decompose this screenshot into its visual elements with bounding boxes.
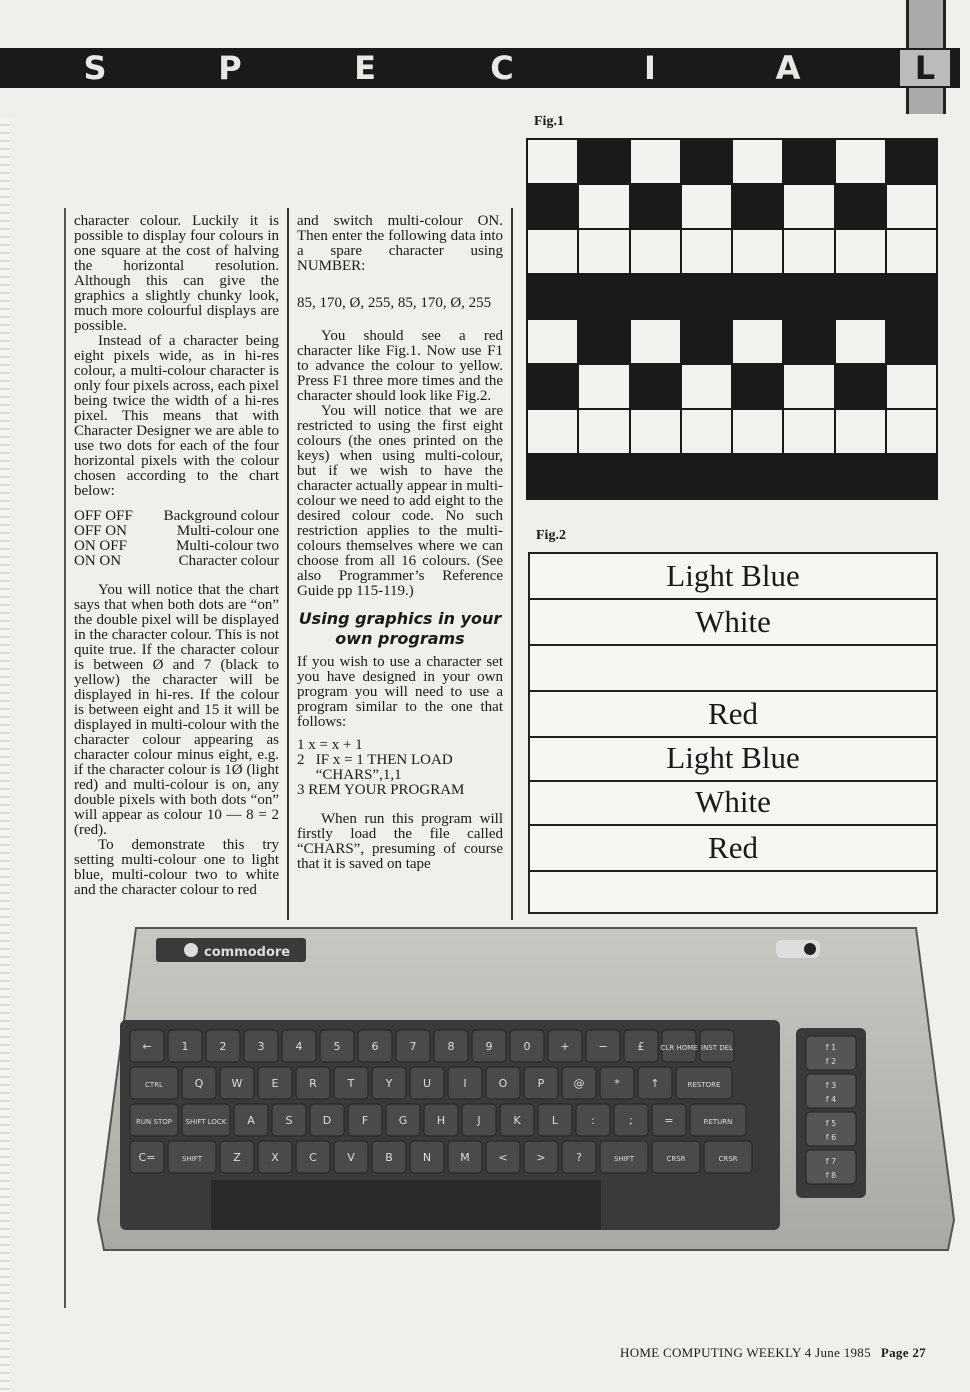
banner-letter: I	[644, 49, 656, 87]
chart-colour: Multi-colour one	[176, 523, 279, 539]
chart-row	[74, 554, 279, 569]
brand-label: commodore	[204, 945, 291, 960]
fig1-white-cell	[631, 320, 680, 363]
fig1-white-cell	[528, 410, 577, 453]
keyboard-key-label: ?	[576, 1151, 582, 1164]
function-key-label: f 3	[825, 1081, 837, 1090]
paragraph: When run this program will firstly load the file called “CHARS”, presuming of course that it is saved on tape	[297, 811, 503, 872]
keyboard-key-label: J	[477, 1114, 481, 1127]
fig1-white-cell	[733, 320, 782, 363]
keyboard-key-label: K	[513, 1114, 521, 1127]
fig1-white-cell	[784, 230, 833, 273]
keyboard-key-label: CTRL	[145, 1081, 163, 1089]
keyboard-key-label: C	[309, 1151, 317, 1164]
banner-letter: E	[354, 49, 376, 87]
function-key-label: f 1	[825, 1043, 837, 1052]
fig2-grid	[528, 552, 938, 914]
fig1-white-cell	[631, 230, 680, 273]
keyboard-key-label: E	[271, 1077, 279, 1090]
magazine-issue: HOME COMPUTING WEEKLY 4 June 1985	[620, 1345, 871, 1360]
keyboard-key-label: >	[536, 1151, 546, 1164]
fig2-row: Red	[530, 692, 936, 738]
fig1-white-cell	[887, 230, 936, 273]
keyboard-key-label: H	[436, 1114, 446, 1127]
colour-chart	[74, 509, 279, 569]
fig1-white-cell	[528, 140, 577, 183]
fig1-white-cell	[784, 185, 833, 228]
keyboard-key-label: =	[664, 1114, 674, 1127]
banner-letter: A	[775, 49, 801, 87]
keyboard-key-label: 7	[409, 1040, 417, 1053]
keyboard-key-label: ←	[142, 1040, 152, 1053]
page-margin-texture	[0, 118, 10, 1392]
keyboard-key-label: V	[347, 1151, 355, 1164]
code-line: “CHARS”,1,1	[297, 767, 402, 783]
keyboard-key-label: Q	[194, 1077, 204, 1090]
chart-row	[74, 509, 279, 524]
chart-dots: ON ON	[74, 553, 122, 569]
keyboard-key-label: I	[463, 1077, 467, 1090]
paragraph: To demonstrate this try setting multi-colour one to light blue, multi-colour two to white and the character colour to red	[74, 837, 279, 898]
data-line: 85, 170, Ø, 255, 85, 170, Ø, 255	[297, 295, 492, 311]
keyboard-key-label: X	[271, 1151, 279, 1164]
keyboard-key-label: £	[637, 1040, 645, 1053]
paragraph: You should see a red character like Fig.1. Now use F1 to advance the colour to yellow. Press F1 three more times and the character should look like Fig.2.	[297, 328, 503, 404]
fig1-white-cell	[682, 230, 731, 273]
keyboard-key-label: R	[309, 1077, 317, 1090]
code-line: 2 IF x = 1 THEN LOAD	[297, 752, 453, 768]
function-key-label: f 8	[825, 1171, 837, 1180]
fig2-row: Red	[530, 826, 936, 872]
keyboard-key-label: 5	[333, 1040, 341, 1053]
keyboard-key-label: C=	[138, 1151, 156, 1164]
keyboard-key-label: A	[247, 1114, 255, 1127]
keyboard-key-label: W	[231, 1077, 243, 1090]
page-number: Page 27	[880, 1345, 926, 1360]
keyboard-key-label: <	[498, 1151, 508, 1164]
keyboard-key-label: CRSR	[718, 1155, 738, 1163]
keyboard-key-label: CLR HOME	[660, 1044, 698, 1052]
keyboard-key-label: L	[551, 1114, 559, 1127]
keyboard-key-label: RESTORE	[687, 1081, 721, 1089]
chart-row	[74, 524, 279, 539]
code-line: 3 REM YOUR PROGRAM	[297, 782, 465, 798]
function-key-label: f 5	[825, 1119, 837, 1128]
keyboard-key-label: INST DEL	[701, 1044, 733, 1052]
keyboard-key-label: SHIFT	[614, 1155, 634, 1163]
chart-colour: Background colour	[163, 508, 279, 524]
keyboard-key-label: @	[573, 1077, 585, 1090]
keyboard-key-label: U	[422, 1077, 432, 1090]
fig1-white-cell	[682, 410, 731, 453]
keyboard-key-label: *	[614, 1077, 620, 1090]
fig1-white-cell	[579, 410, 628, 453]
column-rule	[511, 208, 513, 920]
chart-dots: ON OFF	[74, 538, 127, 554]
fig1-white-cell	[682, 365, 731, 408]
fig2-row: White	[530, 600, 936, 646]
fig1-label: Fig.1	[534, 114, 564, 129]
function-key-label: f 4	[825, 1095, 837, 1104]
article-column-2	[297, 214, 503, 872]
keyboard-key-label: D	[322, 1114, 332, 1127]
fig1-grid	[526, 138, 938, 500]
fig2-row: Light Blue	[530, 554, 936, 600]
keyboard-key-label: CRSR	[666, 1155, 686, 1163]
special-banner	[0, 48, 960, 88]
banner-letter: L	[900, 50, 950, 86]
keyboard-key-label: 1	[181, 1040, 189, 1053]
paragraph: You will notice that the chart says that when both dots are “on” the double pixel will be displayed in the character colour. This is not quite true. If the character colour is between Ø and 7 (black to yellow) the character will be displayed in hi-res. If the colour is between eight and 15 it will be displayed in multi-colour with the character colour appearing as character colour minus eight, e.g. if the character colour is 1Ø (light red) and multi-colour is on, any double pixels with both dots “on” will appear as colour 10 — 8 = 2 (red).	[74, 582, 279, 838]
fig2-row	[530, 646, 936, 692]
fig1-white-cell	[733, 230, 782, 273]
fig1-white-cell	[631, 410, 680, 453]
article-column-1	[74, 214, 279, 898]
function-key-label: f 6	[825, 1133, 837, 1142]
keyboard-key-label: RUN STOP	[136, 1118, 172, 1126]
chart-dots: OFF OFF	[74, 508, 133, 524]
keyboard-key-label: 8	[447, 1040, 455, 1053]
keyboard-key-label: O	[498, 1077, 508, 1090]
keyboard-key-label: F	[361, 1114, 369, 1127]
code-line: 1 x = x + 1	[297, 737, 363, 753]
keyboard-key-label: G	[398, 1114, 408, 1127]
fig1-white-cell	[836, 230, 885, 273]
fig1-white-cell	[887, 365, 936, 408]
fig1-white-cell	[784, 365, 833, 408]
fig1-white-cell	[631, 140, 680, 183]
keyboard-key-label: ↑	[650, 1077, 660, 1090]
fig2-row	[530, 870, 936, 912]
column-rule	[287, 208, 289, 920]
fig1-white-cell	[733, 410, 782, 453]
keyboard-key-label: RETURN	[703, 1118, 733, 1126]
keyboard-key-label: SHIFT	[182, 1155, 202, 1163]
fig1-white-cell	[579, 365, 628, 408]
keyboard-key-label: S	[285, 1114, 293, 1127]
paragraph: character colour. Luckily it is possible to display four colours in one square at the cost of halving the horizontal resolution. Although this can give the graphics a slightly chunky look, much more colourful displays are possible.	[74, 213, 279, 334]
paragraph: If you wish to use a character set you have designed in your own program you will need to use a program similar to the one that follows:	[297, 654, 503, 730]
fig2-label: Fig.2	[536, 528, 566, 543]
keyboard-key-label: +	[560, 1040, 570, 1053]
page-footer	[620, 1345, 926, 1361]
keyboard-key-label: B	[385, 1151, 393, 1164]
keyboard-key-label: :	[591, 1114, 595, 1127]
function-key-label: f 7	[825, 1157, 837, 1166]
keyboard-key-label: 4	[295, 1040, 303, 1053]
paragraph: You will notice that we are restricted to using the first eight colours (the ones printed on the keys) when using multi-colour, but if we wish to have the character actually appear in multi-colour we need to add eight to the desired colour code. No such restriction applies to the multi-colours themselves where we can choose from all 16 colours. (See also Programmer’s Reference Guide pp 115-119.)	[297, 403, 503, 599]
fig1-white-cell	[682, 185, 731, 228]
keyboard-key-label: SHIFT LOCK	[185, 1118, 227, 1126]
keyboard-key-label: −	[598, 1040, 608, 1053]
paragraph: Instead of a character being eight pixels wide, as in hi-res colour, a multi-colour character is only four pixels across, each pixel being twice the width of a hi-res pixel. This means that with Character Designer we are able to use two dots for each of the four horizontal pixels with the colour chosen according to the chart below:	[74, 333, 279, 499]
keyboard-key-label: 2	[219, 1040, 227, 1053]
chart-colour: Multi-colour two	[176, 538, 279, 554]
paragraph: and switch multi-colour ON. Then enter the following data into a spare character using NUMBER:	[297, 213, 503, 274]
fig1-white-cell	[579, 230, 628, 273]
keyboard-key-label: 6	[371, 1040, 379, 1053]
fig1-white-cell	[528, 230, 577, 273]
code-listing	[297, 738, 503, 798]
fig1-white-cell	[784, 410, 833, 453]
keyboard-key-label: Y	[385, 1077, 393, 1090]
fig1-white-cell	[836, 320, 885, 363]
fig2-row: White	[530, 780, 936, 826]
fig1-white-cell	[887, 185, 936, 228]
fig1-white-cell	[579, 185, 628, 228]
chart-row	[74, 539, 279, 554]
keyboard-key-label: N	[422, 1151, 432, 1164]
keyboard-key-label: M	[460, 1151, 470, 1164]
fig1-white-cell	[836, 410, 885, 453]
keyboard-key-label: 3	[257, 1040, 265, 1053]
fig1-white-cell	[733, 140, 782, 183]
keyboard-key-label: T	[347, 1077, 355, 1090]
chart-colour: Character colour	[178, 553, 279, 569]
fig1-white-cell	[528, 320, 577, 363]
banner-letter: P	[218, 49, 242, 87]
banner-letter: S	[83, 49, 107, 87]
left-margin-rule	[64, 208, 66, 1308]
keyboard-key-label: P	[537, 1077, 545, 1090]
banner-letter: C	[490, 49, 514, 87]
section-heading: Using graphics in your own programs	[298, 609, 502, 648]
keyboard-key-label: 0	[523, 1040, 531, 1053]
commodore-64-photo	[96, 920, 958, 1320]
keyboard-key-label: Z	[233, 1151, 241, 1164]
chart-dots: OFF ON	[74, 523, 127, 539]
fig1-white-cell	[887, 410, 936, 453]
keyboard-key-label: 9	[485, 1040, 493, 1053]
function-key-label: f 2	[825, 1057, 837, 1066]
fig2-row: Light Blue	[530, 736, 936, 782]
keyboard-key-label: ;	[629, 1114, 633, 1127]
fig1-white-cell	[836, 140, 885, 183]
